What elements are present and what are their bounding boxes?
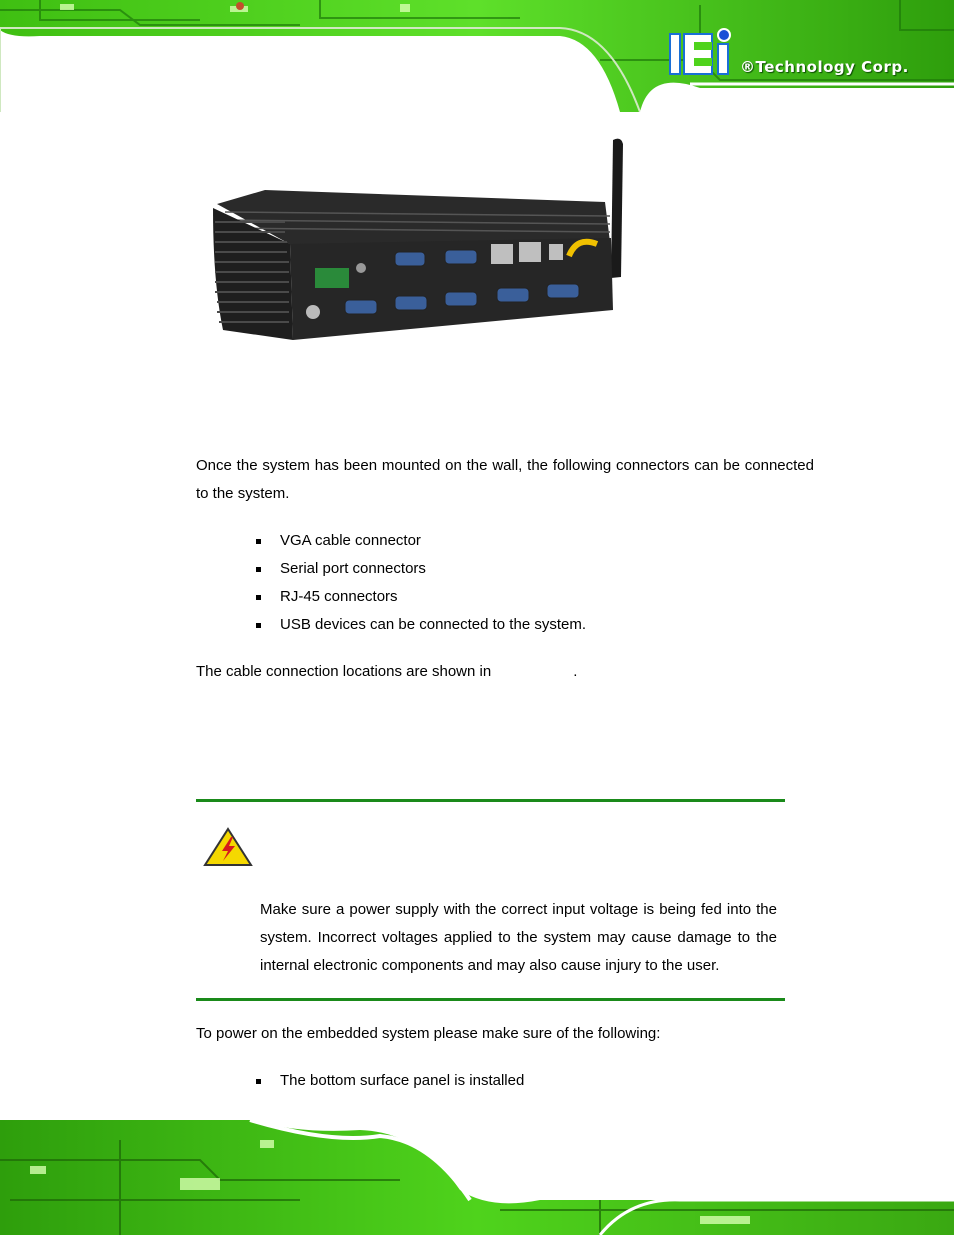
- power-on-list: [256, 1067, 524, 1095]
- brand-logo: [668, 28, 738, 76]
- list-item: VGA cable connector: [256, 527, 586, 555]
- connector-list: [256, 527, 586, 639]
- warning-text: Make sure a power supply with the correct input voltage is being fed into the system. Incorrect voltages applied to the system may cause damage to the internal electronic components and may also cause injury to the user.: [260, 901, 777, 974]
- cable-location-text: The cable connection locations are shown in .: [196, 663, 578, 680]
- intro-paragraph: Once the system has been mounted on the wall, the following connectors can be connected to the system.: [196, 457, 814, 502]
- cable-location-end: .: [573, 663, 578, 680]
- power-on-intro: To power on the embedded system please make sure of the following:: [196, 1025, 661, 1042]
- embedded-system-photo: [205, 132, 635, 347]
- warning-icon: [203, 827, 253, 867]
- bullet-icon: [256, 1079, 261, 1084]
- header-pcb-banner: [0, 0, 954, 112]
- bullet-icon: [256, 539, 261, 544]
- bullet-icon: [256, 567, 261, 572]
- bullet-icon: [256, 595, 261, 600]
- bullet-icon: [256, 623, 261, 628]
- list-item: RJ-45 connectors: [256, 583, 586, 611]
- footer-pcb-banner: [0, 1120, 954, 1235]
- list-item: The bottom surface panel is installed: [256, 1067, 524, 1095]
- warning-bottom-rule: [196, 998, 785, 1001]
- iei-logo-icon: [668, 28, 738, 76]
- brand-tagline: ®Technology Corp.: [740, 58, 909, 76]
- warning-top-rule: [196, 799, 785, 802]
- list-item: Serial port connectors: [256, 555, 586, 583]
- list-item: USB devices can be connected to the system.: [256, 611, 586, 639]
